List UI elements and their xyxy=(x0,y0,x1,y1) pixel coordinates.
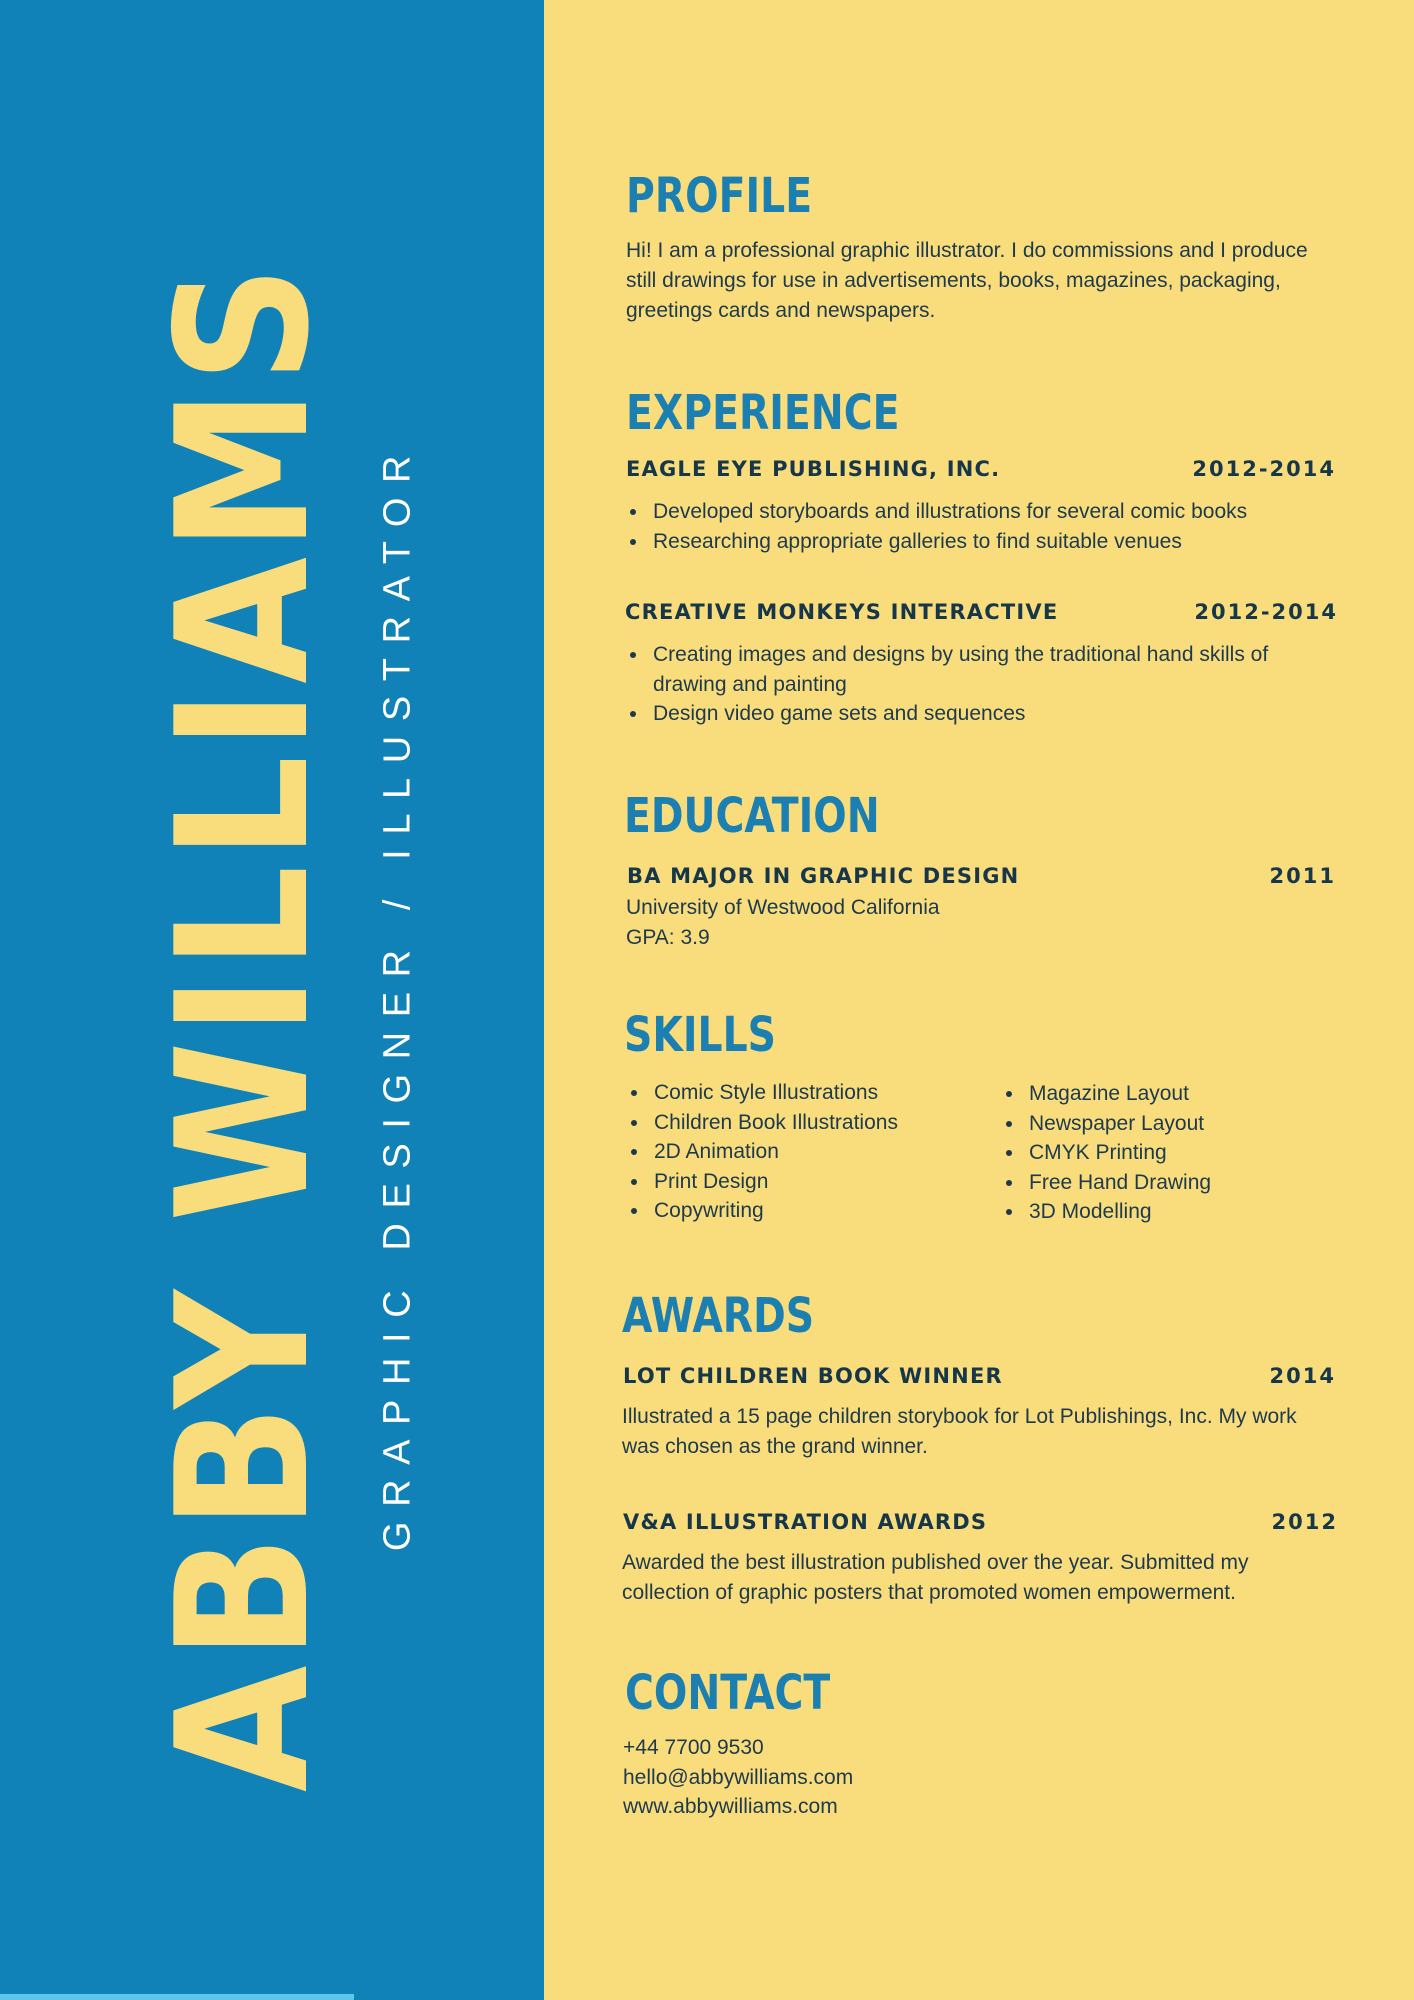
award-year-2: 2012 xyxy=(1271,1510,1338,1534)
education-year: 2011 xyxy=(1269,864,1336,888)
bottom-accent-line xyxy=(0,1994,354,2000)
contact-email[interactable]: hello@abbywilliams.com xyxy=(623,1766,854,1789)
list-item: Comic Style Illustrations xyxy=(627,1078,977,1108)
contact-website[interactable]: www.abbywilliams.com xyxy=(623,1795,838,1818)
experience-bullets-2 xyxy=(626,640,1326,729)
list-item: Creating images and designs by using the traditional hand skills of drawing and painting xyxy=(626,640,1326,699)
list-item: Researching appropriate galleries to find suitable venues xyxy=(626,527,1342,557)
experience-company-2: CREATIVE MONKEYS INTERACTIVE xyxy=(625,600,1059,624)
profile-text: Hi! I am a professional graphic illustrator. I do commissions and I produce still drawings for use in advertisements, books, magazines, packaging, greetings cards and newspapers. xyxy=(626,239,1308,322)
contact-heading: CONTACT xyxy=(625,1665,831,1721)
award-text-1: Illustrated a 15 page children storybook for Lot Publishings, Inc. My work was chosen as the grand winner. xyxy=(622,1405,1297,1458)
experience-bullets-1 xyxy=(626,497,1342,556)
list-item: Design video game sets and sequences xyxy=(626,699,1326,729)
list-item: Newspaper Layout xyxy=(1002,1109,1332,1139)
education-heading: EDUCATION xyxy=(624,788,880,844)
list-item: 2D Animation xyxy=(627,1137,977,1167)
award-name-2: V&A ILLUSTRATION AWARDS xyxy=(623,1510,988,1534)
list-item: CMYK Printing xyxy=(1002,1138,1332,1168)
experience-years-1: 2012-2014 xyxy=(1192,457,1336,481)
sidebar xyxy=(0,0,544,2000)
experience-years-2: 2012-2014 xyxy=(1194,600,1338,624)
list-item: 3D Modelling xyxy=(1002,1197,1332,1227)
contact-phone: +44 7700 9530 xyxy=(623,1736,764,1759)
person-title: GRAPHIC DESIGNER / ILLUSTRATOR xyxy=(376,440,419,1552)
skills-list-right xyxy=(1002,1079,1332,1227)
list-item: Developed storyboards and illustrations for several comic books xyxy=(626,497,1342,527)
list-item: Magazine Layout xyxy=(1002,1079,1332,1109)
award-year-1: 2014 xyxy=(1269,1364,1336,1388)
skills-list-left xyxy=(627,1078,977,1226)
award-text-2: Awarded the best illustration published over the year. Submitted my collection of graphic posters that promoted women empowerment. xyxy=(622,1551,1249,1604)
profile-heading: PROFILE xyxy=(626,168,813,224)
education-school: University of Westwood California xyxy=(626,896,940,919)
list-item: Children Book Illustrations xyxy=(627,1108,977,1138)
list-item: Print Design xyxy=(627,1167,977,1197)
experience-heading: EXPERIENCE xyxy=(626,385,900,441)
education-gpa: GPA: 3.9 xyxy=(626,926,710,949)
person-name: ABBY WILLIAMS xyxy=(137,259,349,1793)
skills-heading: SKILLS xyxy=(624,1007,777,1063)
experience-company-1: EAGLE EYE PUBLISHING, INC. xyxy=(626,457,1001,481)
list-item: Free Hand Drawing xyxy=(1002,1168,1332,1198)
education-degree: BA MAJOR IN GRAPHIC DESIGN xyxy=(627,864,1020,888)
awards-heading: AWARDS xyxy=(622,1288,815,1344)
list-item: Copywriting xyxy=(627,1196,977,1226)
award-name-1: LOT CHILDREN BOOK WINNER xyxy=(623,1364,1003,1388)
